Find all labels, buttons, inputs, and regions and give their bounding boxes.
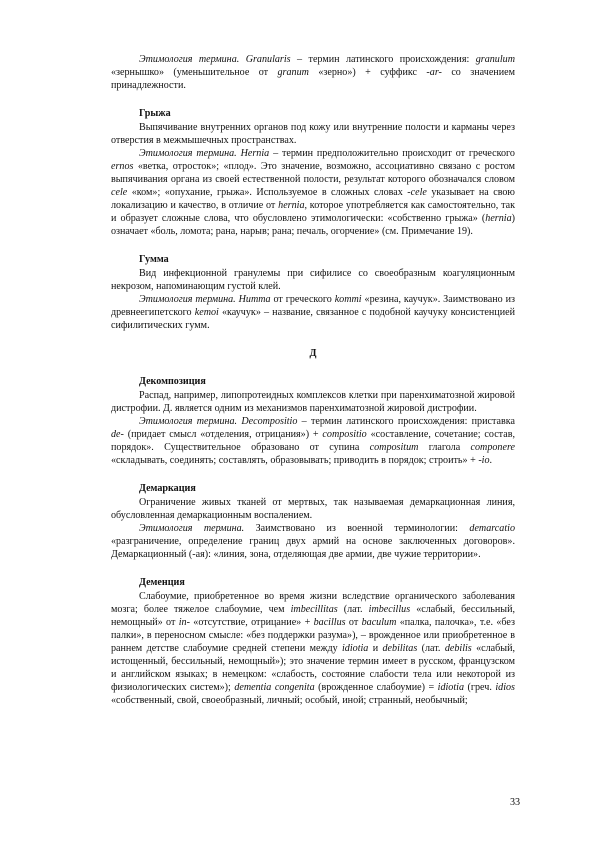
page-content [111, 53, 515, 707]
entry-heading-hernia: Грыжа [139, 108, 171, 119]
text-run: «слабый, бессильный, немощный» от [111, 604, 516, 628]
definition-gumma: Вид инфекционной гранулемы при сифилисе со своеобразным коагуляционным некрозом, напоминающим густой клей. [111, 268, 515, 292]
etymology-label: Этимология термина. [139, 54, 240, 65]
word-latin: hernia [485, 213, 512, 224]
term-latin: Granularis [245, 54, 291, 65]
text-run: «ветка, отросток»; «плод». Это значение, возможно, ассоциативно связано с ростом выпячивания органа из своей естественной полости, результат которого обозначался словом [111, 161, 515, 185]
text-run: «каучук» – название, связанное с подобной каучуку консистенцией сифилитических гумм. [111, 307, 515, 331]
section-letter: Д [309, 348, 317, 359]
text-run: «палка, палочка», т.е. «без палки», в переносном смысле: «без поддержки разума»), – врожденное или приобретенное в раннем детстве слабоумие средней степени между [111, 617, 516, 654]
word-latin: dementia congenita [234, 682, 315, 693]
text-run: Заимствовано из военной терминологии: [244, 523, 470, 534]
term-latin: Decompositio [241, 416, 298, 427]
text-run: «зерно») + суффикс [308, 67, 427, 78]
entry-heading-demarcation: Демаркация [139, 483, 196, 494]
text-run: , которое употребляется как самостоятельно, так и образует сложные слова, что обусловлено этимологически: «собственно грыжа» ( [111, 200, 515, 224]
text-run: указывает на свою локализацию и качество, в отличие от [111, 187, 515, 211]
word-latin: idiotia [342, 643, 369, 654]
text-run: «составление, сочетание; состав, порядок». Существительное образовано от супина [111, 429, 515, 453]
word-latin: ernos [111, 161, 134, 172]
text-run: (лат. [337, 604, 369, 615]
word-latin: compositum [369, 442, 419, 453]
etymology-hernia [111, 147, 515, 238]
entry-heading-gumma: Гумма [139, 254, 169, 265]
text-run: «собственный, свой, своеобразный, личный; особый, иной; странный, необычный; [111, 695, 468, 706]
text-run: «отсутствие, отрицание» + [189, 617, 314, 628]
word-latin: debilis [444, 643, 472, 654]
term-latin: Humma [238, 294, 271, 305]
text-run: и [368, 643, 383, 654]
text-run: «слабый, истощенный, бессильный, немощный»); это значение термин имеет в русском, французском и английском языках; в немецком: «слабость, состояние слабости тела или некоторой из физиологических систем»); [111, 643, 515, 693]
definition-demarcation: Ограничение живых тканей от мертвых, так называемая демаркационная линия, обусловленная демаркационным воспалением. [111, 497, 515, 521]
word-latin: baculum [361, 617, 397, 628]
term-latin: Hernia [240, 148, 270, 159]
definition-hernia: Выпячивание внутренних органов под кожу или внутренние полости и карманы через отверстия в межмышечных пространствах. [111, 122, 515, 146]
text-run: от [345, 617, 362, 628]
word-latin: compositio [322, 429, 367, 440]
etymology-label: Этимология термина. [139, 294, 236, 305]
text-run: (придает смысл «отделения, отрицания») + [123, 429, 323, 440]
etymology-label: Этимология термина. [139, 416, 238, 427]
text-run: «резина, каучук». Заимствовано из древнеегипетского [111, 294, 515, 318]
etymology-demarcation [111, 522, 515, 561]
text-run: «ком»; «опухание, грыжа». Используемое в сложных словах [127, 187, 408, 198]
text-run: «зернышко» (уменьшительное от [111, 67, 278, 78]
word-latin: imbecillus [368, 604, 411, 615]
text-run: глагола [418, 442, 471, 453]
etymology-decomposition [111, 415, 515, 467]
entry-heading-decomposition: Декомпозиция [139, 376, 206, 387]
word-latin: cele [111, 187, 128, 198]
etymology-granularis [111, 53, 515, 92]
word-latin: idios [495, 682, 515, 693]
definition-dementia [111, 590, 515, 707]
word-latin: debilitas [382, 643, 418, 654]
page-number: 33 [510, 797, 521, 808]
definition-decomposition: Распад, например, липопротеидных комплексов клетки при паренхиматозной жировой дистрофии. Д. является одним из механизмов паренхиматозной жировой дистрофии. [111, 390, 515, 414]
word-latin: -cele [407, 187, 427, 198]
text-run: со значением принадлежности. [111, 67, 515, 91]
text-run: от греческого [270, 294, 335, 305]
etymology-label: Этимология термина. [139, 148, 237, 159]
word-latin: imbecillitas [290, 604, 338, 615]
text-run: Слабоумие, приобретенное во время жизни вследствие органического заболевания мозга; более тяжелое слабоумие, чем [111, 591, 515, 615]
word-latin: in- [178, 617, 190, 628]
entry-heading-dementia: Деменция [139, 577, 185, 588]
text-run: – термин латинского происхождения: приставка [297, 416, 515, 427]
word-latin: -io [478, 455, 490, 466]
text-run: . [489, 455, 493, 466]
word-latin: componere [470, 442, 515, 453]
word-latin: kommi [334, 294, 362, 305]
etymology-label: Этимология термина. [139, 523, 245, 534]
text-run: (лат. [417, 643, 445, 654]
text-run: (врожденное слабоумие) = [314, 682, 438, 693]
word-latin: idiotia [437, 682, 464, 693]
word-latin: de- [111, 429, 124, 440]
word-latin: granum [277, 67, 309, 78]
word-latin: kemoi [194, 307, 219, 318]
etymology-gumma [111, 293, 515, 332]
word-latin: granulum [475, 54, 515, 65]
text-run: (греч. [464, 682, 496, 693]
text-run: – термин предположительно происходит от греческого [269, 148, 515, 159]
text-run: «складывать, соединять; составлять, образовывать; приводить в порядок; строить» + [111, 455, 479, 466]
word-latin: bacillus [313, 617, 346, 628]
text-run: – термин латинского происхождения: [290, 54, 476, 65]
word-latin: hernia [278, 200, 305, 211]
text-run: «разграничение, определение границ двух армий на основе заключенных договоров». Демаркационный (-ая): «линия, зона, отделяющая две армии, две чужие территории». [111, 536, 515, 560]
text-run: ) означает «боль, ломота; рана, нарыв; рана; печаль, огорчение» (см. Примечание 19). [111, 213, 515, 237]
word-latin: demarcatio [469, 523, 515, 534]
word-latin: -ar- [426, 67, 442, 78]
